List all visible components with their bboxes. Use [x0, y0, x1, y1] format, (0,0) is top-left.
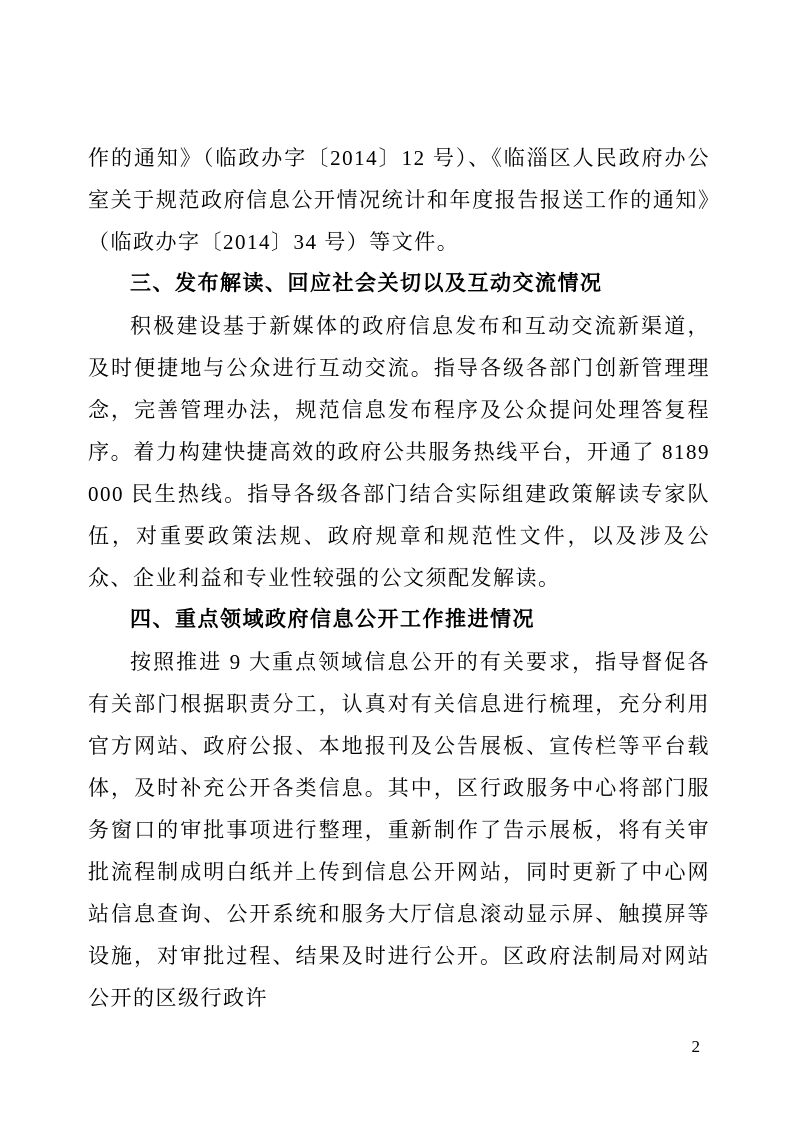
- body-paragraph-2: 按照推进 9 大重点领域信息公开的有关要求，指导督促各有关部门根据职责分工，认真对有关信息进行梳理，充分利用官方网站、政府公报、本地报刊及公告展板、宣传栏等平台载体，及时补充公开各类信息。其中，区行政服务中心将部门服务窗口的审批事项进行整理，重新制作了告示展板，将有关审批流程制成明白纸并上传到信息公开网站，同时更新了中心网站信息查询、公开系统和服务大厅信息滚动显示屏、触摸屏等设施，对审批过程、结果及时进行公开。区政府法制局对网站公开的区级行政许: [88, 650, 710, 1010]
- body-paragraph-1: 积极建设基于新媒体的政府信息发布和互动交流新渠道，及时便捷地与公众进行互动交流。指导各级各部门创新管理理念，完善管理办法，规范信息发布程序及公众提问处理答复程序。着力构建快捷高效的政府公共服务热线平台，开通了 8189000 民生热线。指导各级各部门结合实际组建政策解读专家队伍，对重要政策法规、政府规章和规范性文件，以及涉及公众、企业利益和专业性较强的公文须配发解读。: [88, 314, 710, 590]
- page-number: 2: [691, 1037, 700, 1056]
- section-heading-4: 四、重点领域政府信息公开工作推进情况: [130, 608, 535, 631]
- section-heading-3: 三、发布解读、回应社会关切以及互动交流情况: [130, 272, 603, 295]
- document-body: [88, 137, 710, 1019]
- paragraph-continuation: 作的通知》（临政办字〔2014〕12 号）、《临淄区人民政府办公室关于规范政府信息公开情况统计和年度报告报送工作的通知》（临政办字〔2014〕34 号）等文件。: [88, 146, 710, 254]
